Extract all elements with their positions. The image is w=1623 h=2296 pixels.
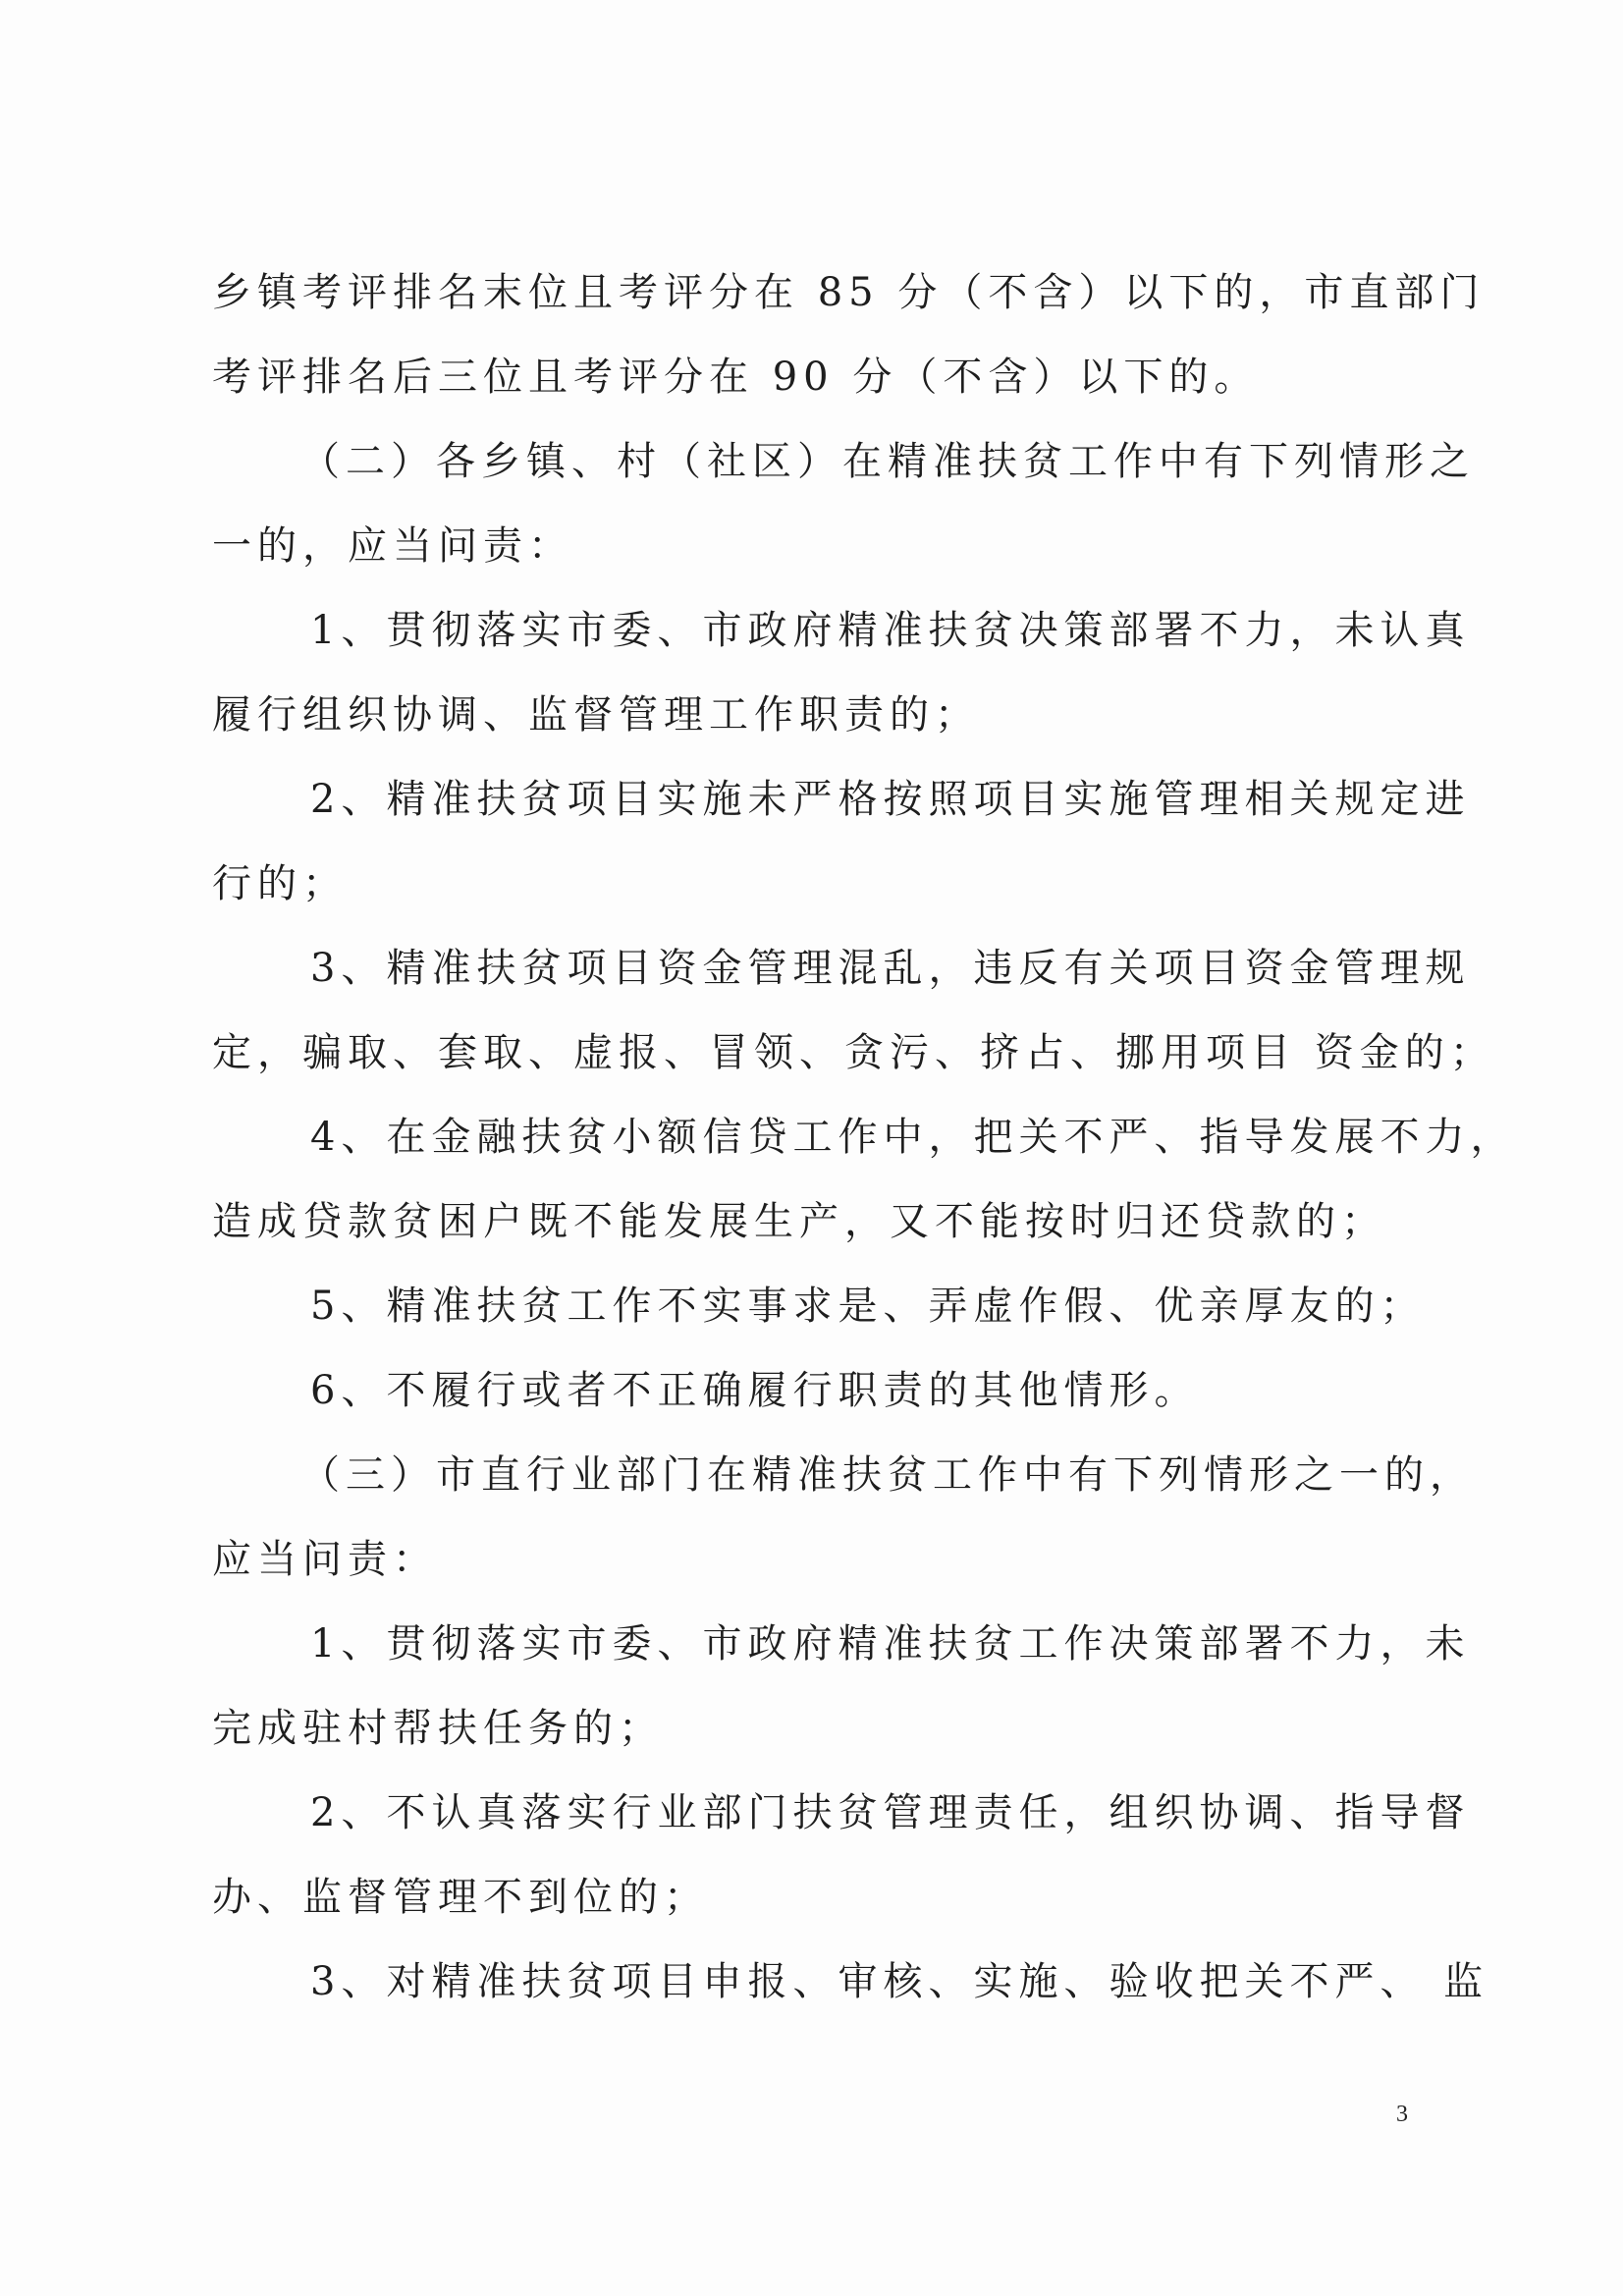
list-item: 6、不履行或者不正确履行职责的其他情形。 [310, 1368, 1200, 1413]
list-item: 2、精准扶贫项目实施未严格按照项目实施管理相关规定进 [310, 777, 1471, 822]
text-line: 造成贷款贫困户既不能发展生产，又不能按时归还贷款的； [212, 1199, 1386, 1244]
text-line: 乡镇考评排名末位且考评分在 85 分（不含）以下的，市直部门 [212, 270, 1486, 315]
page-number: 3 [1396, 2102, 1408, 2127]
list-item: 3、对精准扶贫项目申报、审核、实施、验收把关不严、 监 [310, 1959, 1489, 2004]
list-item: 2、不认真落实行业部门扶贫管理责任，组织协调、指导督 [310, 1790, 1471, 1835]
text-line: 应当问责： [212, 1537, 438, 1582]
text-line: 定，骗取、套取、虚报、冒领、贪污、挤占、挪用项目 资金的； [212, 1030, 1495, 1075]
text-line: 考评排名后三位且考评分在 90 分（不含）以下的。 [212, 355, 1260, 400]
section-heading-3: （三）市直行业部门在精准扶贫工作中有下列情形之一的， [300, 1452, 1475, 1498]
text-line: 行的； [212, 861, 348, 906]
text-line: 履行组织协调、监督管理工作职责的； [212, 692, 980, 738]
document-body [212, 250, 1516, 2024]
list-item: 1、贯彻落实市委、市政府精准扶贫决策部署不力，未认真 [310, 608, 1471, 653]
text-line: 一的，应当问责： [212, 523, 573, 569]
text-line: 完成驻村帮扶任务的； [212, 1706, 664, 1751]
section-heading-2: （二）各乡镇、村（社区）在精准扶贫工作中有下列情形之 [300, 439, 1475, 484]
list-item: 4、在金融扶贫小额信贷工作中，把关不严、指导发展不力， [310, 1115, 1516, 1160]
list-item: 3、精准扶贫项目资金管理混乱，违反有关项目资金管理规 [310, 946, 1471, 991]
list-item: 1、贯彻落实市委、市政府精准扶贫工作决策部署不力，未 [310, 1621, 1471, 1667]
list-item: 5、精准扶贫工作不实事求是、弄虚作假、优亲厚友的； [310, 1284, 1426, 1329]
text-line: 办、监督管理不到位的； [212, 1875, 709, 1920]
